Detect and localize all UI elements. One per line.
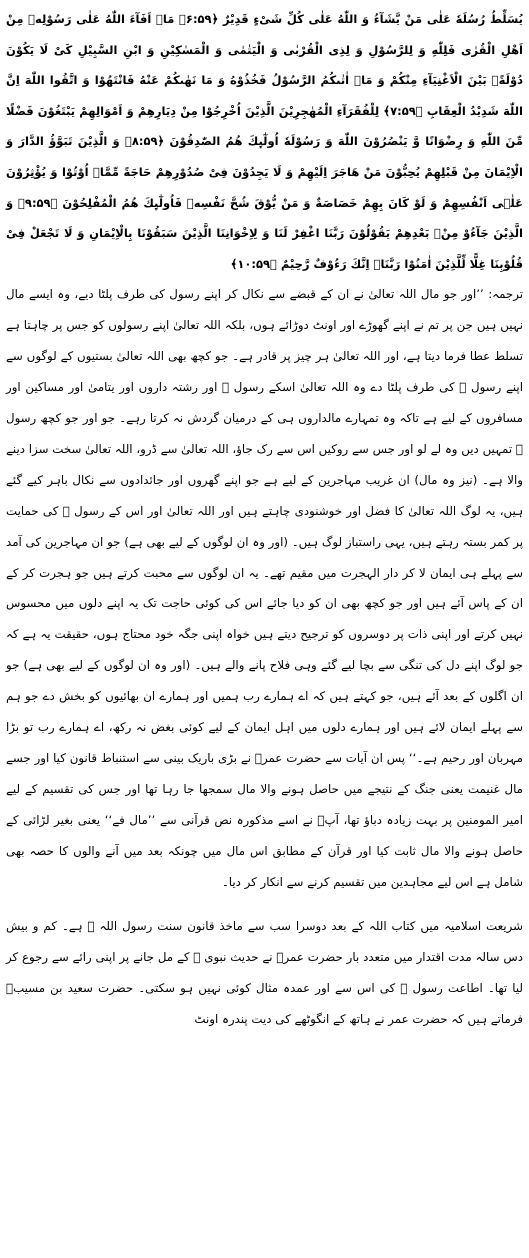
quran-verses-arabic: یُسَلِّطُ رُسُلَهٗ عَلٰی مَنْ یَّشَآءُ وَ اللّٰهُ عَلٰی كُلِّ شَیْءٍ قَدِیْرٌ ﴿۶:۵۹﴾ مَاۤ اَفَآءَ اللّٰهُ عَلٰی رَسُوْلِهٖ مِنْ اَهْلِ الْقُرٰی فَلِلّٰهِ وَ لِلرَّسُوْلِ وَ لِذِی الْقُرْبٰی وَ الْیَتٰمٰی وَ الْمَسٰكِیْنِ وَ ابْنِ السَّبِیْلِ كَیْ لَا یَكُوْنَ دُوْلَةًۢ بَیْنَ الْاَغْنِیَآءِ مِنْكُمْ وَ مَاۤ اٰتٰىكُمُ الرَّسُوْلُ فَخُذُوْهُ وَ مَا نَهٰىكُمْ عَنْهُ فَانْتَهُوْا وَ اتَّقُوا اللّٰهَ اِنَّ اللّٰهَ شَدِیْدُ الْعِقَابِ ﴿۷:۵۹﴾ لِلْفُقَرَآءِ الْمُهٰجِرِیْنَ الَّذِیْنَ اُخْرِجُوْا مِنْ دِیَارِهِمْ وَ اَمْوَالِهِمْ یَبْتَغُوْنَ فَضْلًا مِّنَ اللّٰهِ وَ رِضْوَانًا وَّ یَنْصُرُوْنَ اللّٰهَ وَ رَسُوْلَهٗ اُولٰٓىِٕكَ هُمُ الصّٰدِقُوْنَ ﴿۸:۵۹﴾ وَ الَّذِیْنَ تَبَوَّؤُ الدَّارَ وَ الْاِیْمَانَ مِنْ قَبْلِهِمْ یُحِبُّوْنَ مَنْ هَاجَرَ اِلَیْهِمْ وَ لَا یَجِدُوْنَ فِیْ صُدُوْرِهِمْ حَاجَةً مِّمَّاۤ اُوْتُوْا وَ یُؤْثِرُوْنَ عَلٰۤی اَنْفُسِهِمْ وَ لَوْ كَانَ بِهِمْ خَصَاصَةٌ وَ مَنْ یُّوْقَ شُحَّ نَفْسِهٖ فَاُولٰٓىِٕكَ هُمُ الْمُفْلِحُوْنَ ﴿۹:۵۹﴾ وَ الَّذِیْنَ جَآءُوْ مِنْۢ بَعْدِهِمْ یَقُوْلُوْنَ رَبَّنَا اغْفِرْ لَنَا وَ لِاِخْوَانِنَا الَّذِیْنَ سَبَقُوْنَا بِالْاِیْمَانِ وَ لَا تَجْعَلْ فِیْ قُلُوْبِنَا غِلًّا لِّلَّذِیْنَ اٰمَنُوْا رَبَّنَاۤ اِنَّكَ رَءُوْفٌ رَّحِیْمٌ ﴿۱۰:۵۹﴾ (6, 12, 524, 271)
urdu-body-paragraph: شریعت اسلامیہ میں کتاب اللہ کے بعد دوسرا سب سے ماخذ قانون سنت رسول اللہ ﷺ ہے۔ کم و بیش دس سالہ مدت اقتدار میں متعدد بار حضرت عمرؓ نے حدیث نبوی ﷺ کے مل جانے پر اپنی رائے سے رجوع کر لیا تھا۔ اطاعت رسول ﷺ کی اس سے اور عمدہ مثال کوئی نہیں ہو سکتی۔ حضرت سعید بن مسیبؒ فرماتے ہیں کہ حضرت عمر نے ہاتھ کے انگوٹھے کی دیت پندرہ اونٹ (6, 919, 523, 1027)
urdu-translation-paragraph: ترجمہ: ’’اور جو مال اللہ تعالیٰ نے ان کے قبضے سے نکال کر اپنے رسول کی طرف پلٹا دیے، وہ ایسے مال نہیں ہیں جن پر تم نے اپنے گھوڑے اور اونٹ دوڑائے ہوں، بلکہ اللہ تعالیٰ اپنے رسولوں کو جس پر چاہتا ہے تسلط عطا فرما دیتا ہے، اور اللہ تعالیٰ ہر چیز پر قادر ہے۔ جو کچھ بھی اللہ تعالیٰ بستیوں کے لوگوں سے اپنے رسول ﷺ کی طرف پلٹا دے وہ اللہ تعالیٰ اسکے رسول ﷺ اور رشتہ داروں اور یتامیٰ اور مساکین اور مسافروں کے لیے ہے تاکہ وہ تمہارے مالداروں ہی کے درمیان گردش نہ کرتا رہے۔ جو اور جو کچھ رسول ﷺ تمہیں دیں وہ لے لو اور جس سے روکیں اس سے رک جاؤ، اللہ تعالیٰ سے ڈرو، اللہ تعالیٰ سخت سزا دینے والا ہے۔ (نیز وہ مال) ان غریب مہاجرین کے لیے ہے جو اپنے گھروں اور جائدادوں سے نکال باہر کیے گئے ہیں، یہ لوگ اللہ تعالیٰ کا فضل اور خوشنودی چاہتے ہیں اور اللہ تعالیٰ اور اس کے رسول ﷺ کی حمایت پر کمر بستہ رہتے ہیں، یہی راستباز لوگ ہیں۔ (اور وہ ان لوگوں کے لیے بھی ہے) جو ان مہاجرین کی آمد سے پہلے ہی ایمان لا کر دار الہجرت میں مقیم تھے۔ یہ ان لوگوں سے محبت کرتے ہیں جو ہجرت کر کے ان کے پاس آئے ہیں اور جو کچھ بھی ان کو دیا جائے اس کی کوئی حاجت تک یہ اپنے دلوں میں محسوس نہیں کرتے اور اپنی ذات پر دوسروں کو ترجیح دیتے ہیں خواہ اپنی جگہ خود محتاج ہوں، حقیقت یہ ہے کہ جو لوگ اپنے دل کی تنگی سے بچا لیے گئے وہی فلاح پانے والے ہیں۔ (اور وہ ان لوگوں کے لیے بھی ہے) جو ان اگلوں کے بعد آئے ہیں، جو کہتے ہیں کہ اے ہمارے رب ہمیں اور ہمارے ان بھائیوں کو بخش دے جو ہم سے پہلے ایمان لائے ہیں اور ہمارے دلوں میں اہل ایمان کے لیے کوئی بغض نہ رکھ، اے ہمارے رب تو بڑا مہربان اور رحیم ہے۔‘‘ پس ان آیات سے حضرت عمرؓ نے بڑی باریک بینی سے استنباط قانون کیا اور جسے مال غنیمت یعنی جنگ کے نتیجے میں حاصل ہونے والا مال سمجھا جا رہا تھا اور جس کی تقسیم کے لیے امیر المومنین پر بہت زیادہ دباؤ تھا، آپؓ نے اسے مذکورہ نص قرآنی سے ’’مال فے‘‘ یعنی بغیر لڑائی کے حاصل ہونے والا مال ثابت کیا اور قرآن کے مطابق اس مال میں چونکہ بعد میں آنے والوں کا حصہ بھی شامل ہے اس لیے مجاہدین میں تقسیم کرنے سے انکار کر دیا۔ (6, 287, 523, 889)
